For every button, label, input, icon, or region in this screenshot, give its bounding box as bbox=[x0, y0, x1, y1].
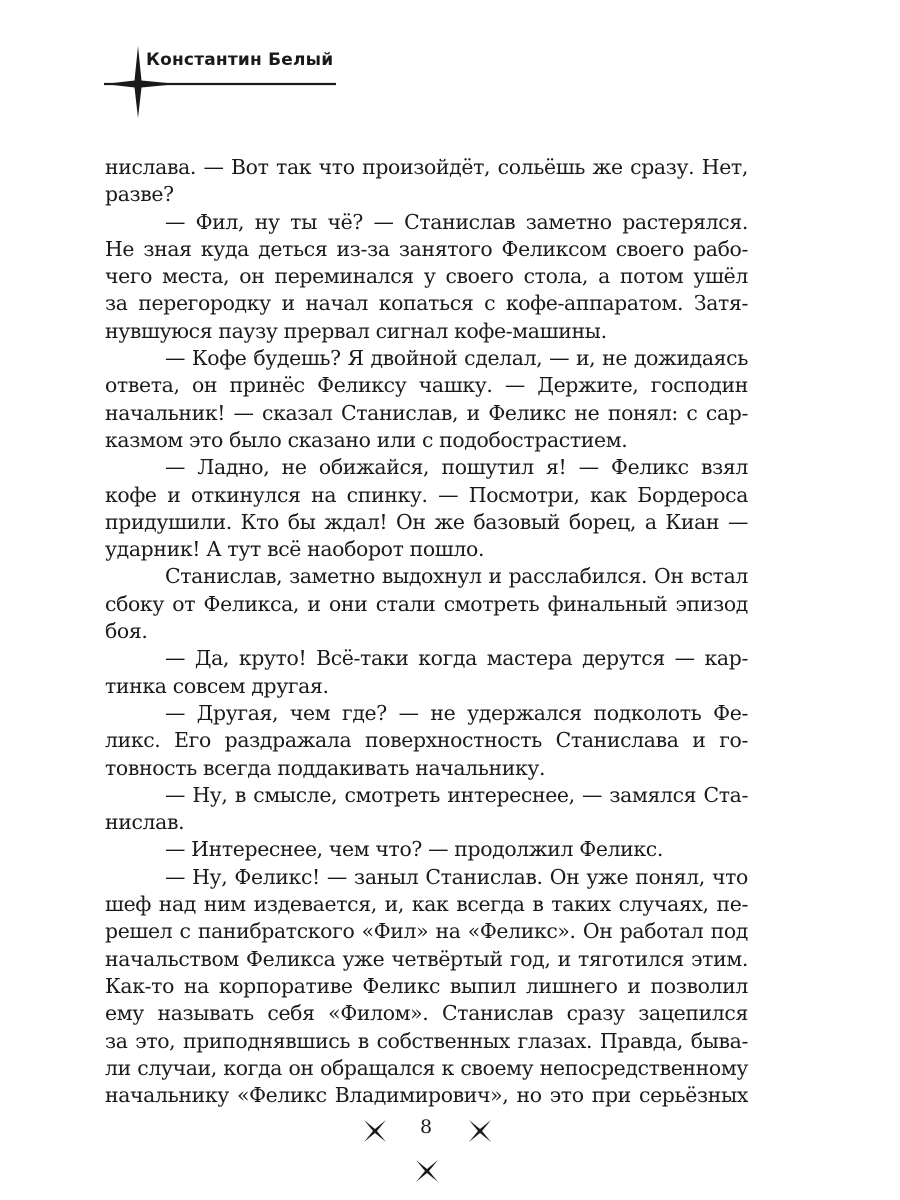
text-line: ему называть себя «Филом». Станислав сразу зацепился bbox=[105, 1001, 748, 1026]
text-line: чего места, он переминался у своего стола, а потом ушёл bbox=[105, 264, 748, 289]
text-line: придушили. Кто бы ждал! Он же базовый борец, а Киан — bbox=[105, 509, 748, 534]
text-line: ответа, он принёс Феликсу чашку. — Держите, господин bbox=[105, 373, 748, 398]
text-line: Не зная куда деться из-за занятого Феликсом своего рабо- bbox=[105, 236, 748, 261]
text-line: — Интереснее, чем что? — продолжил Феликс. bbox=[165, 837, 664, 862]
page-number: 8 bbox=[419, 1116, 433, 1138]
text-line: начальнику «Феликс Владимирович», но это при серьёзных bbox=[105, 1083, 748, 1108]
text-line: — Ну, Феликс! — заныл Станислав. Он уже понял, что bbox=[165, 864, 748, 889]
cross-ornament-bottom-icon bbox=[414, 1158, 440, 1184]
text-line: шеф над ним издевается, и, как всегда в таких случаях, пе- bbox=[105, 892, 748, 917]
text-line: за это, приподнявшись в собственных глазах. Правда, быва- bbox=[105, 1028, 748, 1053]
text-line: ударник! А тут всё наоборот пошло. bbox=[105, 537, 485, 562]
text-line: казмом это было сказано или с подобострастием. bbox=[105, 427, 628, 452]
text-line: начальством Феликса уже четвёртый год, и тяготился этим. bbox=[105, 946, 748, 971]
text-line: разве? bbox=[105, 182, 174, 207]
page-footer bbox=[0, 1100, 900, 1200]
text-line: Как-то на корпоративе Феликс выпил лишнего и позволил bbox=[105, 973, 748, 998]
cross-ornament-left-icon bbox=[362, 1118, 388, 1144]
text-line: — Ладно, не обижайся, пошутил я! — Феликс взял bbox=[165, 455, 748, 480]
running-header bbox=[0, 0, 900, 130]
text-line: кофе и откинулся на спинку. — Посмотри, как Бордероса bbox=[105, 482, 748, 507]
text-line: сбоку от Феликса, и они стали смотреть финальный эпизод bbox=[105, 591, 748, 616]
text-line: — Кофе будешь? Я двойной сделал, — и, не дожидаясь bbox=[165, 346, 748, 371]
text-line: нислава. — Вот так что произойдёт, сольёшь же сразу. Нет, bbox=[105, 155, 748, 179]
text-line: Станислав, заметно выдохнул и расслабился. Он встал bbox=[165, 564, 748, 589]
text-line: за перегородку и начал копаться с кофе-аппаратом. Затя- bbox=[105, 291, 748, 316]
text-line: — Другая, чем где? — не удержался подколоть Фе- bbox=[165, 700, 748, 725]
text-line: товность всегда поддакивать начальнику. bbox=[105, 755, 546, 780]
text-line: ли случаи, когда он обращался к своему непосредственному bbox=[105, 1055, 748, 1080]
text-line: — Да, круто! Всё-таки когда мастера дерутся — кар- bbox=[165, 646, 748, 671]
text-line: ликс. Его раздражала поверхностность Станислава и го- bbox=[105, 728, 748, 753]
text-line: боя. bbox=[105, 619, 148, 644]
text-line: начальник! — сказал Станислав, и Феликс не понял: с сар- bbox=[105, 400, 748, 425]
page-body-text bbox=[105, 154, 748, 1109]
text-line: нувшуюся паузу прервал сигнал кофе-машины. bbox=[105, 318, 607, 343]
text-line: решел с панибратского «Фил» на «Феликс». Он работал под bbox=[105, 919, 748, 944]
text-line: — Ну, в смысле, смотреть интереснее, — замялся Ста- bbox=[165, 782, 748, 807]
text-line: — Фил, ну ты чё? — Станислав заметно растерялся. bbox=[165, 209, 748, 234]
text-line: нислав. bbox=[105, 810, 185, 835]
text-line: тинка совсем другая. bbox=[105, 673, 329, 698]
cross-ornament-right-icon bbox=[467, 1118, 493, 1144]
book-author: Константин Белый bbox=[146, 50, 334, 70]
